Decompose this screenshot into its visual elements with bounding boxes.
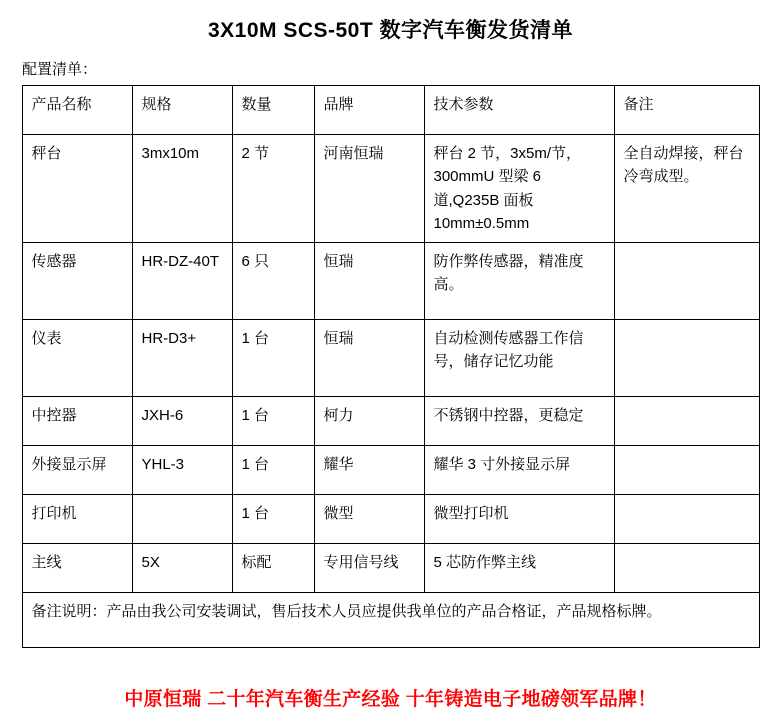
cell-qty: 1 台 (232, 495, 314, 544)
spec-table (22, 85, 760, 648)
cell-remark (614, 320, 759, 397)
cell-brand: 恒瑞 (314, 320, 424, 397)
cell-qty: 2 节 (232, 135, 314, 243)
cell-name: 打印机 (22, 495, 132, 544)
column-header-params: 技术参数 (424, 86, 614, 135)
cell-remark (614, 495, 759, 544)
cell-spec: HR-D3+ (132, 320, 232, 397)
column-header-qty: 数量 (232, 86, 314, 135)
cell-remark (614, 243, 759, 320)
cell-brand: 河南恒瑞 (314, 135, 424, 243)
cell-name: 外接显示屏 (22, 446, 132, 495)
cell-qty: 1 台 (232, 446, 314, 495)
cell-brand: 柯力 (314, 397, 424, 446)
table-note-row (22, 593, 759, 648)
page-title: 3X10M SCS-50T 数字汽车衡发货清单 (207, 19, 574, 42)
cell-name: 秤台 (22, 135, 132, 243)
cell-name: 传感器 (22, 243, 132, 320)
cell-params: 不锈钢中控器，更稳定 (424, 397, 614, 446)
cell-params: 秤台 2 节，3x5m/节，300mmU 型梁 6 道,Q235B 面板 10mm±0.5mm (424, 135, 614, 243)
cell-params: 防作弊传感器，精准度高。 (424, 243, 614, 320)
cell-spec: HR-DZ-40T (132, 243, 232, 320)
note-text: 备注说明：产品由我公司安装调试，售后技术人员应提供我单位的产品合格证，产品规格标牌。 (22, 593, 759, 648)
table-row (22, 495, 759, 544)
cell-params: 自动检测传感器工作信号，储存记忆功能 (424, 320, 614, 397)
cell-params: 5 芯防作弊主线 (424, 544, 614, 593)
cell-params: 微型打印机 (424, 495, 614, 544)
cell-qty: 1 台 (232, 320, 314, 397)
cell-remark (614, 446, 759, 495)
table-header-row (22, 86, 759, 135)
cell-spec: YHL-3 (132, 446, 232, 495)
cell-qty: 6 只 (232, 243, 314, 320)
table-row (22, 243, 759, 320)
table-row (22, 320, 759, 397)
table-row (22, 397, 759, 446)
cell-params: 耀华 3 寸外接显示屏 (424, 446, 614, 495)
cell-brand: 耀华 (314, 446, 424, 495)
cell-spec (132, 495, 232, 544)
cell-qty: 标配 (232, 544, 314, 593)
table-row (22, 135, 759, 243)
column-header-spec: 规格 (132, 86, 232, 135)
column-header-brand: 品牌 (314, 86, 424, 135)
cell-spec: 5X (132, 544, 232, 593)
column-header-name: 产品名称 (22, 86, 132, 135)
table-row (22, 544, 759, 593)
cell-name: 中控器 (22, 397, 132, 446)
cell-brand: 恒瑞 (314, 243, 424, 320)
cell-name: 仪表 (22, 320, 132, 397)
footer-slogan: 中原恒瑞 二十年汽车衡生产经验 十年铸造电子地磅领军品牌！ (124, 689, 657, 710)
config-list-label: 配置清单： (22, 61, 98, 78)
cell-qty: 1 台 (232, 397, 314, 446)
cell-spec: 3mx10m (132, 135, 232, 243)
cell-remark (614, 397, 759, 446)
cell-remark: 全自动焊接，秤台冷弯成型。 (614, 135, 759, 243)
cell-remark (614, 544, 759, 593)
cell-brand: 专用信号线 (314, 544, 424, 593)
cell-spec: JXH-6 (132, 397, 232, 446)
column-header-remark: 备注 (614, 86, 759, 135)
cell-name: 主线 (22, 544, 132, 593)
table-row (22, 446, 759, 495)
cell-brand: 微型 (314, 495, 424, 544)
